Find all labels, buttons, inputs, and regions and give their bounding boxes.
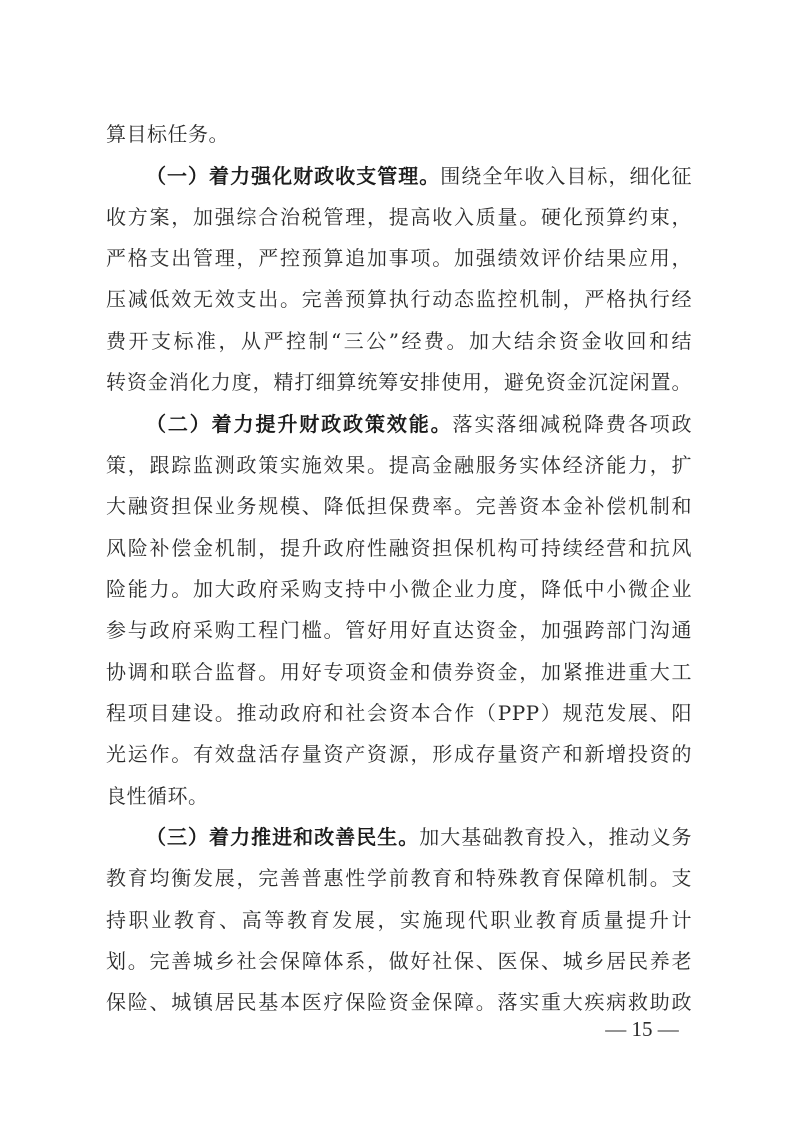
paragraph-line [106, 490, 692, 522]
section-heading-line [146, 821, 692, 853]
section-heading: （一）着力强化财政收支管理。 [146, 164, 441, 188]
line-text: 光运作。有效盘活存量资产资源，形成存量资产和新增投资的 [106, 742, 692, 766]
line-text: 大融资担保业务规模、降低担保费率。完善资本金补偿机制和 [106, 494, 692, 518]
paragraph-line [106, 862, 692, 894]
line-text: 参与政府采购工程门槛。管好用好直达资金，加强跨部门沟通 [106, 618, 692, 642]
line-text: 程项目建设。推动政府和社会资本合作（PPP）规范发展、阳 [106, 701, 692, 725]
line-text: 落实落细减税降费各项政 [452, 412, 693, 436]
line-text: 费开支标准，从严控制“三公”经费。加大结余资金收回和结 [106, 329, 692, 353]
paragraph-line [106, 118, 692, 150]
paragraph-line [106, 738, 692, 770]
paragraph-line [106, 780, 692, 812]
line-text: 压减低效无效支出。完善预算执行动态监控机制，严格执行经 [106, 287, 692, 311]
line-text: 保险、城镇居民基本医疗保险资金保障。落实重大疾病救助政 [106, 990, 692, 1014]
paragraph-line [106, 904, 692, 936]
paragraph-line [106, 614, 692, 646]
line-text: 良性循环。 [106, 784, 209, 808]
paragraph-line [106, 283, 692, 315]
paragraph-line [106, 656, 692, 688]
line-text: 严格支出管理，严控预算追加事项。加强绩效评价结果应用， [106, 246, 692, 270]
paragraph-line [106, 325, 692, 357]
line-text: 持职业教育、高等教育发展，实施现代职业教育质量提升计 [106, 908, 692, 932]
line-text: 转资金消化力度，精打细算统筹安排使用，避免资金沉淀闲置。 [106, 370, 692, 394]
section-heading-line [146, 408, 692, 440]
line-text: 划。完善城乡社会保障体系，做好社保、医保、城乡居民养老 [106, 949, 692, 973]
paragraph-line [106, 945, 692, 977]
line-text: 险能力。加大政府采购支持中小微企业力度，降低中小微企业 [106, 577, 692, 601]
page-number: — 15 — [605, 1017, 679, 1041]
line-text: 算目标任务。 [106, 122, 229, 146]
line-text: 收方案，加强综合治税管理，提高收入质量。硬化预算约束， [106, 205, 692, 229]
paragraph-line [106, 242, 692, 274]
paragraph-line [106, 201, 692, 233]
line-text: 策，跟踪监测政策实施效果。提高金融服务实体经济能力，扩 [106, 453, 692, 477]
line-text: 协调和联合监督。用好专项资金和债券资金，加紧推进重大工 [106, 660, 692, 684]
section-heading: （二）着力提升财政政策效能。 [146, 412, 453, 436]
section-heading-line [146, 160, 692, 192]
paragraph-line [106, 532, 692, 564]
line-text: 加大基础教育投入，推动义务 [419, 825, 693, 849]
paragraph-line [106, 449, 692, 481]
section-heading: （三）着力推进和改善民生。 [146, 825, 420, 849]
line-text: 围绕全年收入目标，细化征 [440, 164, 693, 188]
paragraph-line [106, 697, 692, 729]
paragraph-line [106, 366, 692, 398]
line-text: 风险补偿金机制，提升政府性融资担保机构可持续经营和抗风 [106, 536, 692, 560]
line-text: 教育均衡发展，完善普惠性学前教育和特殊教育保障机制。支 [106, 866, 692, 890]
paragraph-line [106, 573, 692, 605]
